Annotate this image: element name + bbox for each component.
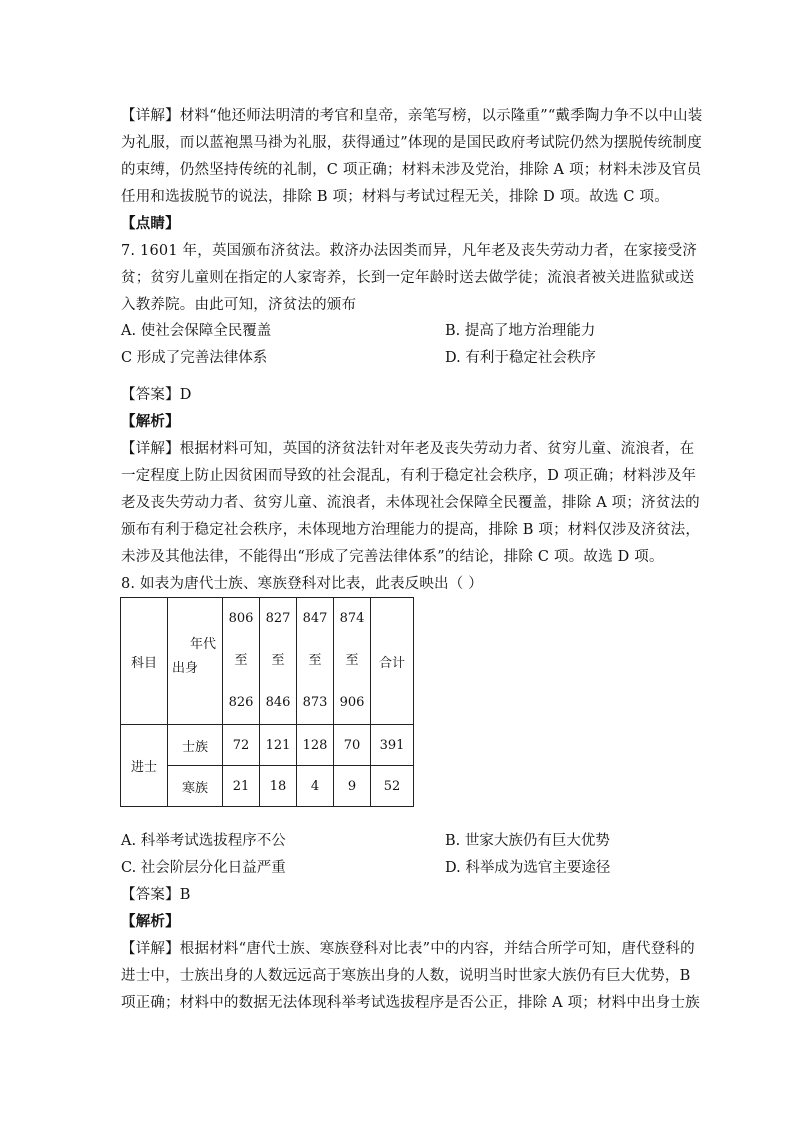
q7-analysis-line-1: 【详解】根据材料可知，英国的济贫法针对年老及丧失劳动力者、贫穷儿童、流浪者，在: [121, 441, 695, 457]
value-cell: 72: [223, 725, 260, 766]
table-header-total: 合计: [371, 598, 414, 725]
value-cell: 128: [297, 725, 334, 766]
period-header-3: [297, 598, 334, 725]
q8-option-b: B. 世家大族仍有巨大优势: [445, 833, 610, 849]
value-cell: 70: [334, 725, 371, 766]
q6-analysis-line-3: 的束缚，仍然坚持传统的礼制，C 项正确；材料未涉及党治，排除 A 项；材料未涉及官员: [121, 162, 702, 178]
subject-cell: 进士: [121, 725, 168, 807]
period-end: 873: [302, 695, 328, 710]
q6-analysis-line-1: 【详解】材料“他还师法明清的考官和皇帝，亲笔写榜，以示隆重”“戴季陶力争不以中山装: [121, 108, 703, 124]
q6-analysis-line-4: 任用和选拔脱节的说法，排除 B 项；材料与考试过程无关，排除 D 项。故选 C 项。: [121, 189, 669, 205]
period-header-2: [260, 598, 297, 725]
q8-option-d: D. 科举成为选官主要途径: [445, 860, 611, 876]
period-to: 至: [271, 653, 285, 668]
q7-stem-line-2: 贫；贫穷儿童则在指定的人家寄养，长到一定年龄时送去做学徒；流浪者被关进监狱或送: [121, 270, 695, 286]
q7-analysis-line-3: 老及丧失劳动力者、贫穷儿童、流浪者，未体现社会保障全民覆盖，排除 A 项；济贫法的: [121, 495, 700, 511]
origin-cell: 士族: [168, 725, 223, 766]
period-header-1: [223, 598, 260, 725]
diag-label-period: 年代: [189, 637, 216, 652]
q7-stem-line-1: 7. 1601 年，英国颁布济贫法。救济办法因类而异，凡年老及丧失劳动力者，在家接受济: [121, 243, 698, 259]
q7-analysis-line-5: 未涉及其他法律，不能得出“形成了完善法律体系”的结论，排除 C 项。故选 D 项。: [121, 549, 664, 565]
q7-analysis-label: 【解析】: [121, 413, 180, 430]
q7-option-c: C 形成了完善法律体系: [121, 350, 268, 366]
q8-analysis-line-3: 项正确；材料中的数据无法体现科举考试选拔程序是否公正，排除 A 项；材料中出身士族: [121, 995, 700, 1011]
q8-analysis-line-1: 【详解】根据材料“唐代士族、寒族登科对比表”中的内容，并结合所学可知，唐代登科的: [121, 941, 695, 957]
table-row: [121, 725, 414, 766]
diag-label-origin: 出身: [172, 661, 199, 676]
q7-option-d: D. 有利于稳定社会秩序: [445, 350, 596, 366]
period-start: 827: [265, 611, 291, 626]
q7-analysis-line-2: 一定程度上防止因贫困而导致的社会混乱，有利于稳定社会秩序，D 项正确；材料涉及年: [121, 468, 697, 484]
period-start: 847: [302, 611, 328, 626]
q8-analysis-label: 【解析】: [121, 913, 180, 930]
q6-analysis-line-2: 为礼服，而以蓝袍黑马褂为礼服，获得通过”体现的是国民政府考试院仍然为摆脱传统制度: [121, 135, 702, 151]
total-cell: 391: [371, 725, 414, 766]
q8-stem: 8. 如表为唐代士族、寒族登科对比表，此表反映出（ ）: [121, 576, 483, 592]
period-to: 至: [308, 653, 322, 668]
period-to: 至: [345, 653, 359, 668]
value-cell: 9: [334, 766, 371, 807]
value-cell: 4: [297, 766, 334, 807]
table-header-diagonal: [168, 598, 223, 725]
total-cell: 52: [371, 766, 414, 807]
q6-dianjing-label: 【点睛】: [121, 215, 180, 232]
q7-answer: 【答案】D: [121, 387, 192, 403]
q8-analysis-line-2: 进士中，士族出身的人数远远高于寒族出身的人数，说明当时世家大族仍有巨大优势，B: [121, 968, 691, 984]
q7-option-a: A. 使社会保障全民覆盖: [121, 323, 272, 339]
q7-option-b: B. 提高了地方治理能力: [445, 323, 596, 339]
period-to: 至: [234, 653, 248, 668]
q8-option-a: A. 科举考试选拔程序不公: [121, 833, 286, 849]
q8-answer: 【答案】B: [121, 887, 191, 903]
period-start: 806: [228, 611, 254, 626]
value-cell: 121: [260, 725, 297, 766]
value-cell: 18: [260, 766, 297, 807]
period-end: 826: [228, 695, 254, 710]
q7-stem-line-3: 入教养院。由此可知，济贫法的颁布: [121, 297, 357, 313]
period-end: 906: [339, 695, 365, 710]
period-end: 846: [265, 695, 291, 710]
period-start: 874: [339, 611, 365, 626]
table-header-subject: 科目: [121, 598, 168, 725]
q7-analysis-line-4: 颁布有利于稳定社会秩序，未体现地方治理能力的提高，排除 B 项；材料仅涉及济贫法，: [121, 522, 701, 538]
period-header-4: [334, 598, 371, 725]
tang-exam-comparison-table: [120, 597, 414, 807]
origin-cell: 寒族: [168, 766, 223, 807]
value-cell: 21: [223, 766, 260, 807]
q8-option-c: C. 社会阶层分化日益严重: [121, 860, 286, 876]
